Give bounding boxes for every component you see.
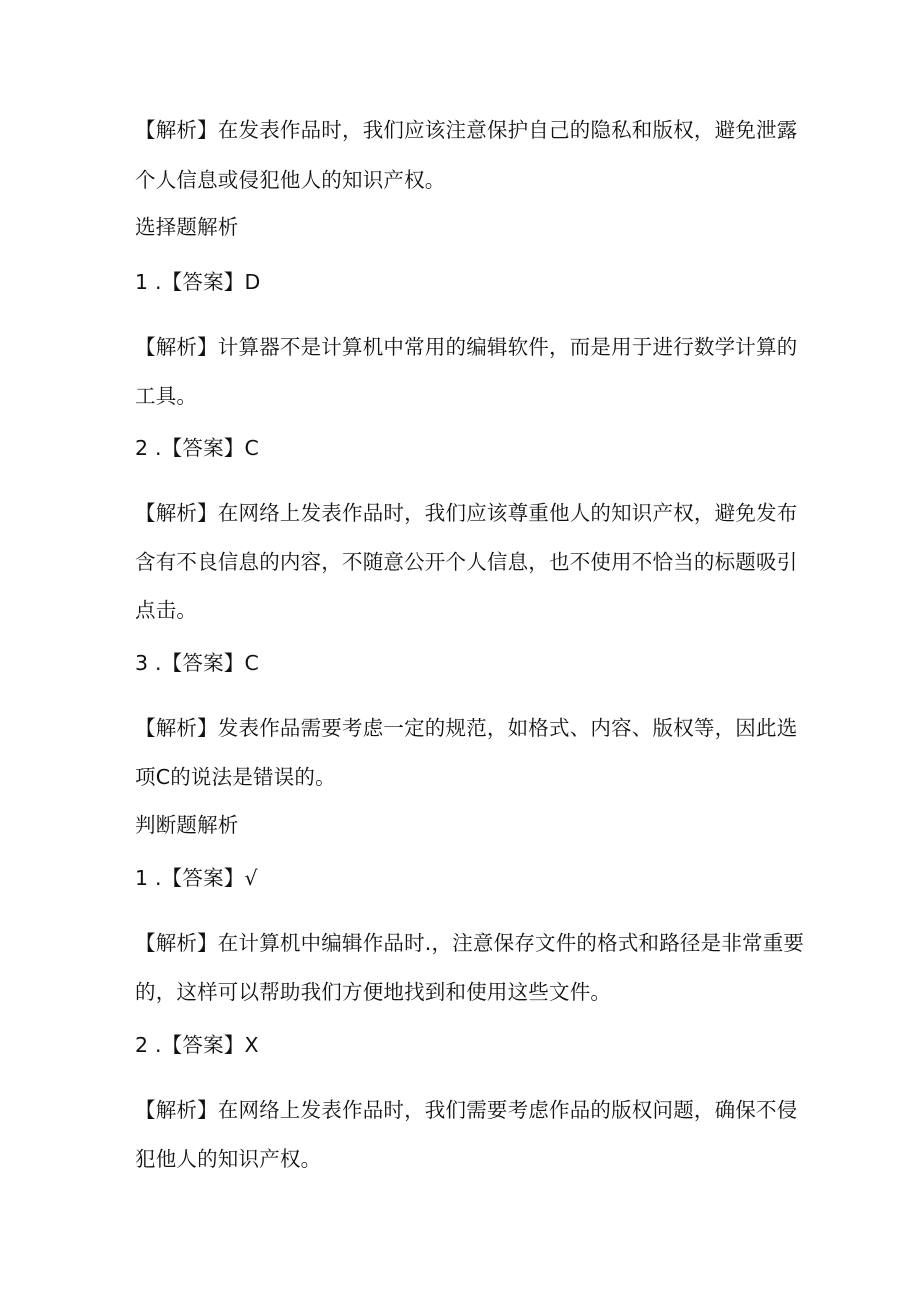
section-heading-choice: 选择题解析 [135,215,239,239]
analysis-paragraph-line: 犯他人的知识产权。 [135,1147,322,1171]
analysis-paragraph-line: 【解析】在发表作品时，我们应该注意保护自己的隐私和版权，避免泄露 [135,118,798,142]
answer-line: 3 .【答案】C [135,651,259,675]
analysis-paragraph-line: 【解析】在计算机中编辑作品时.，注意保存文件的格式和路径是非常重要 [135,931,805,955]
analysis-paragraph-line: 个人信息或侵犯他人的知识产权。 [135,168,446,192]
analysis-paragraph-line: 点击。 [135,598,198,622]
analysis-paragraph-line: 【解析】发表作品需要考虑一定的规范，如格式、内容、版权等，因此选 [135,716,798,740]
analysis-paragraph-line: 项C的说法是错误的。 [135,765,336,789]
analysis-paragraph-line: 【解析】在网络上发表作品时，我们需要考虑作品的版权问题，确保不侵 [135,1098,798,1122]
analysis-paragraph-line: 【解析】计算器不是计算机中常用的编辑软件，而是用于进行数学计算的 [135,335,798,359]
answer-line: 1 .【答案】D [135,270,261,294]
analysis-paragraph-line: 含有不良信息的内容，不随意公开个人信息，也不使用不恰当的标题吸引 [135,550,798,574]
section-heading-judgment: 判断题解析 [135,813,239,837]
analysis-paragraph-line: 工具。 [135,384,198,408]
answer-line: 2 .【答案】X [135,1033,259,1057]
analysis-paragraph-line: 的，这样可以帮助我们方便地找到和使用这些文件。 [135,980,612,1004]
analysis-paragraph-line: 【解析】在网络上发表作品时，我们应该尊重他人的知识产权，避免发布 [135,501,798,525]
answer-line: 1 .【答案】√ [135,866,258,890]
answer-line: 2 .【答案】C [135,436,259,460]
